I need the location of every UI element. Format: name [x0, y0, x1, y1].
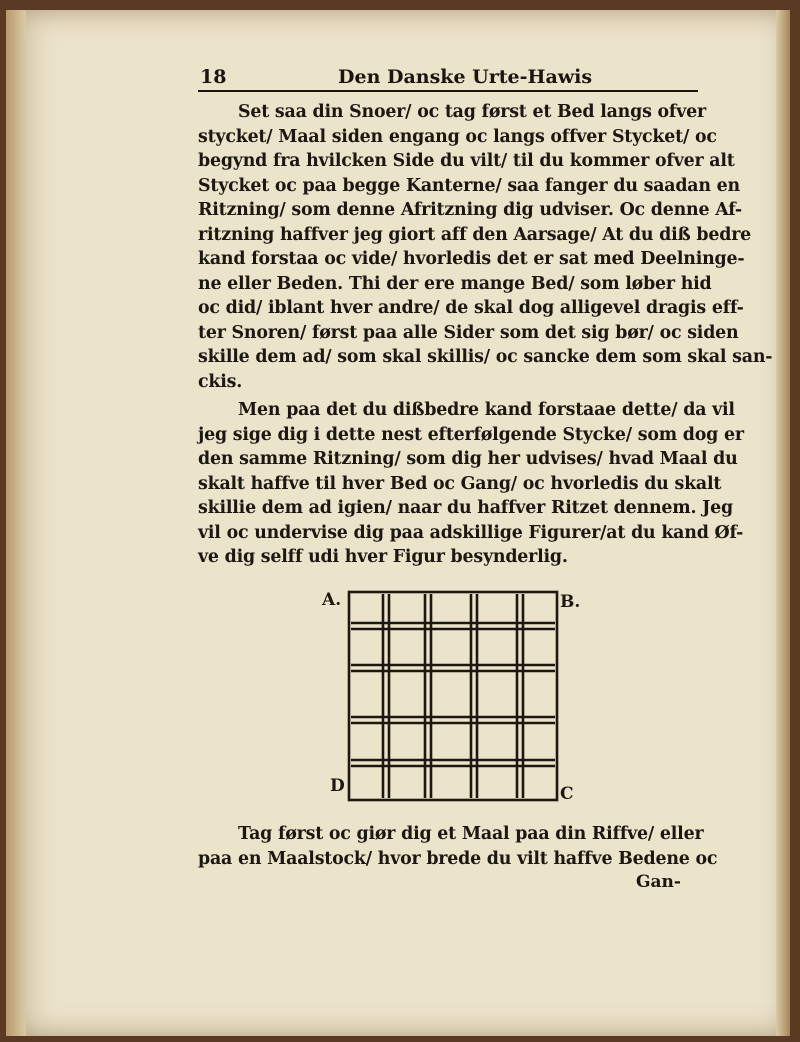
text-line: skille dem ad/ som skal skillis/ oc sancke dem som skal san- [198, 347, 773, 367]
page-number: 18 [200, 66, 227, 88]
text-line: ve dig selff udi hver Figur besynderlig. [198, 547, 568, 567]
figure-label-c: C [560, 784, 574, 804]
paragraph-2 [198, 398, 744, 570]
page-edge [776, 10, 790, 1036]
text-line: den samme Ritzning/ som dig her udvises/ hvad Maal du [198, 449, 738, 469]
text-line: skillie dem ad igien/ naar du haffver Ritzet dennem. Jeg [198, 498, 734, 518]
text-line: Set saa din Snoer/ oc tag først et Bed langs ofver [238, 102, 706, 122]
text-line: ckis. [198, 371, 243, 392]
text-line: jeg sige dig i dette nest efterfølgende Stycke/ som dog er [198, 424, 744, 445]
figure-label-d: D [330, 776, 345, 796]
figure-label-b: B. [560, 592, 581, 612]
text-line: begynd fra hvilcken Side du vilt/ til du kommer ofver alt [198, 151, 735, 171]
text-line: kand forstaa oc vide/ hvorledis det er sat med Deelninge- [198, 249, 745, 269]
text-line: ritzning haffver jeg giort aff den Aarsage/ At du diß bedre [198, 224, 752, 245]
text-line: ne eller Beden. Thi der ere mange Bed/ som løber hid [198, 273, 712, 294]
text-line: Ritzning/ som denne Afritzning dig udviser. Oc denne Af- [198, 200, 742, 220]
garden-bed-grid-figure [347, 590, 561, 804]
paragraph-1 [198, 100, 773, 394]
text-line: Tag først oc giør dig et Maal paa din Riffve/ eller [238, 824, 704, 844]
running-title: Den Danske Urte-Hawis [338, 66, 593, 88]
text-line: Stycket oc paa begge Kanterne/ saa fanger du saadan en [198, 175, 740, 196]
catchword: Gan- [636, 872, 681, 892]
page-header [198, 66, 698, 92]
text-line: oc did/ iblant hver andre/ de skal dog alligevel dragis eff- [198, 298, 744, 318]
text-line: stycket/ Maal siden engang oc langs offver Stycket/ oc [198, 126, 717, 147]
paragraph-3 [198, 822, 718, 871]
figure-label-a: A. [322, 590, 342, 610]
text-line: paa en Maalstock/ hvor brede du vilt haffve Bedene oc [198, 848, 718, 869]
text-line: vil oc undervise dig paa adskillige Figurer/at du kand Øf- [198, 522, 744, 543]
text-line: skalt haffve til hver Bed oc Gang/ oc hvorledis du skalt [198, 473, 722, 494]
text-line: ter Snoren/ først paa alle Sider som det sig bør/ oc siden [198, 322, 739, 343]
text-line: Men paa det du dißbedre kand forstaae dette/ da vil [238, 400, 735, 420]
page-gutter [6, 10, 26, 1036]
